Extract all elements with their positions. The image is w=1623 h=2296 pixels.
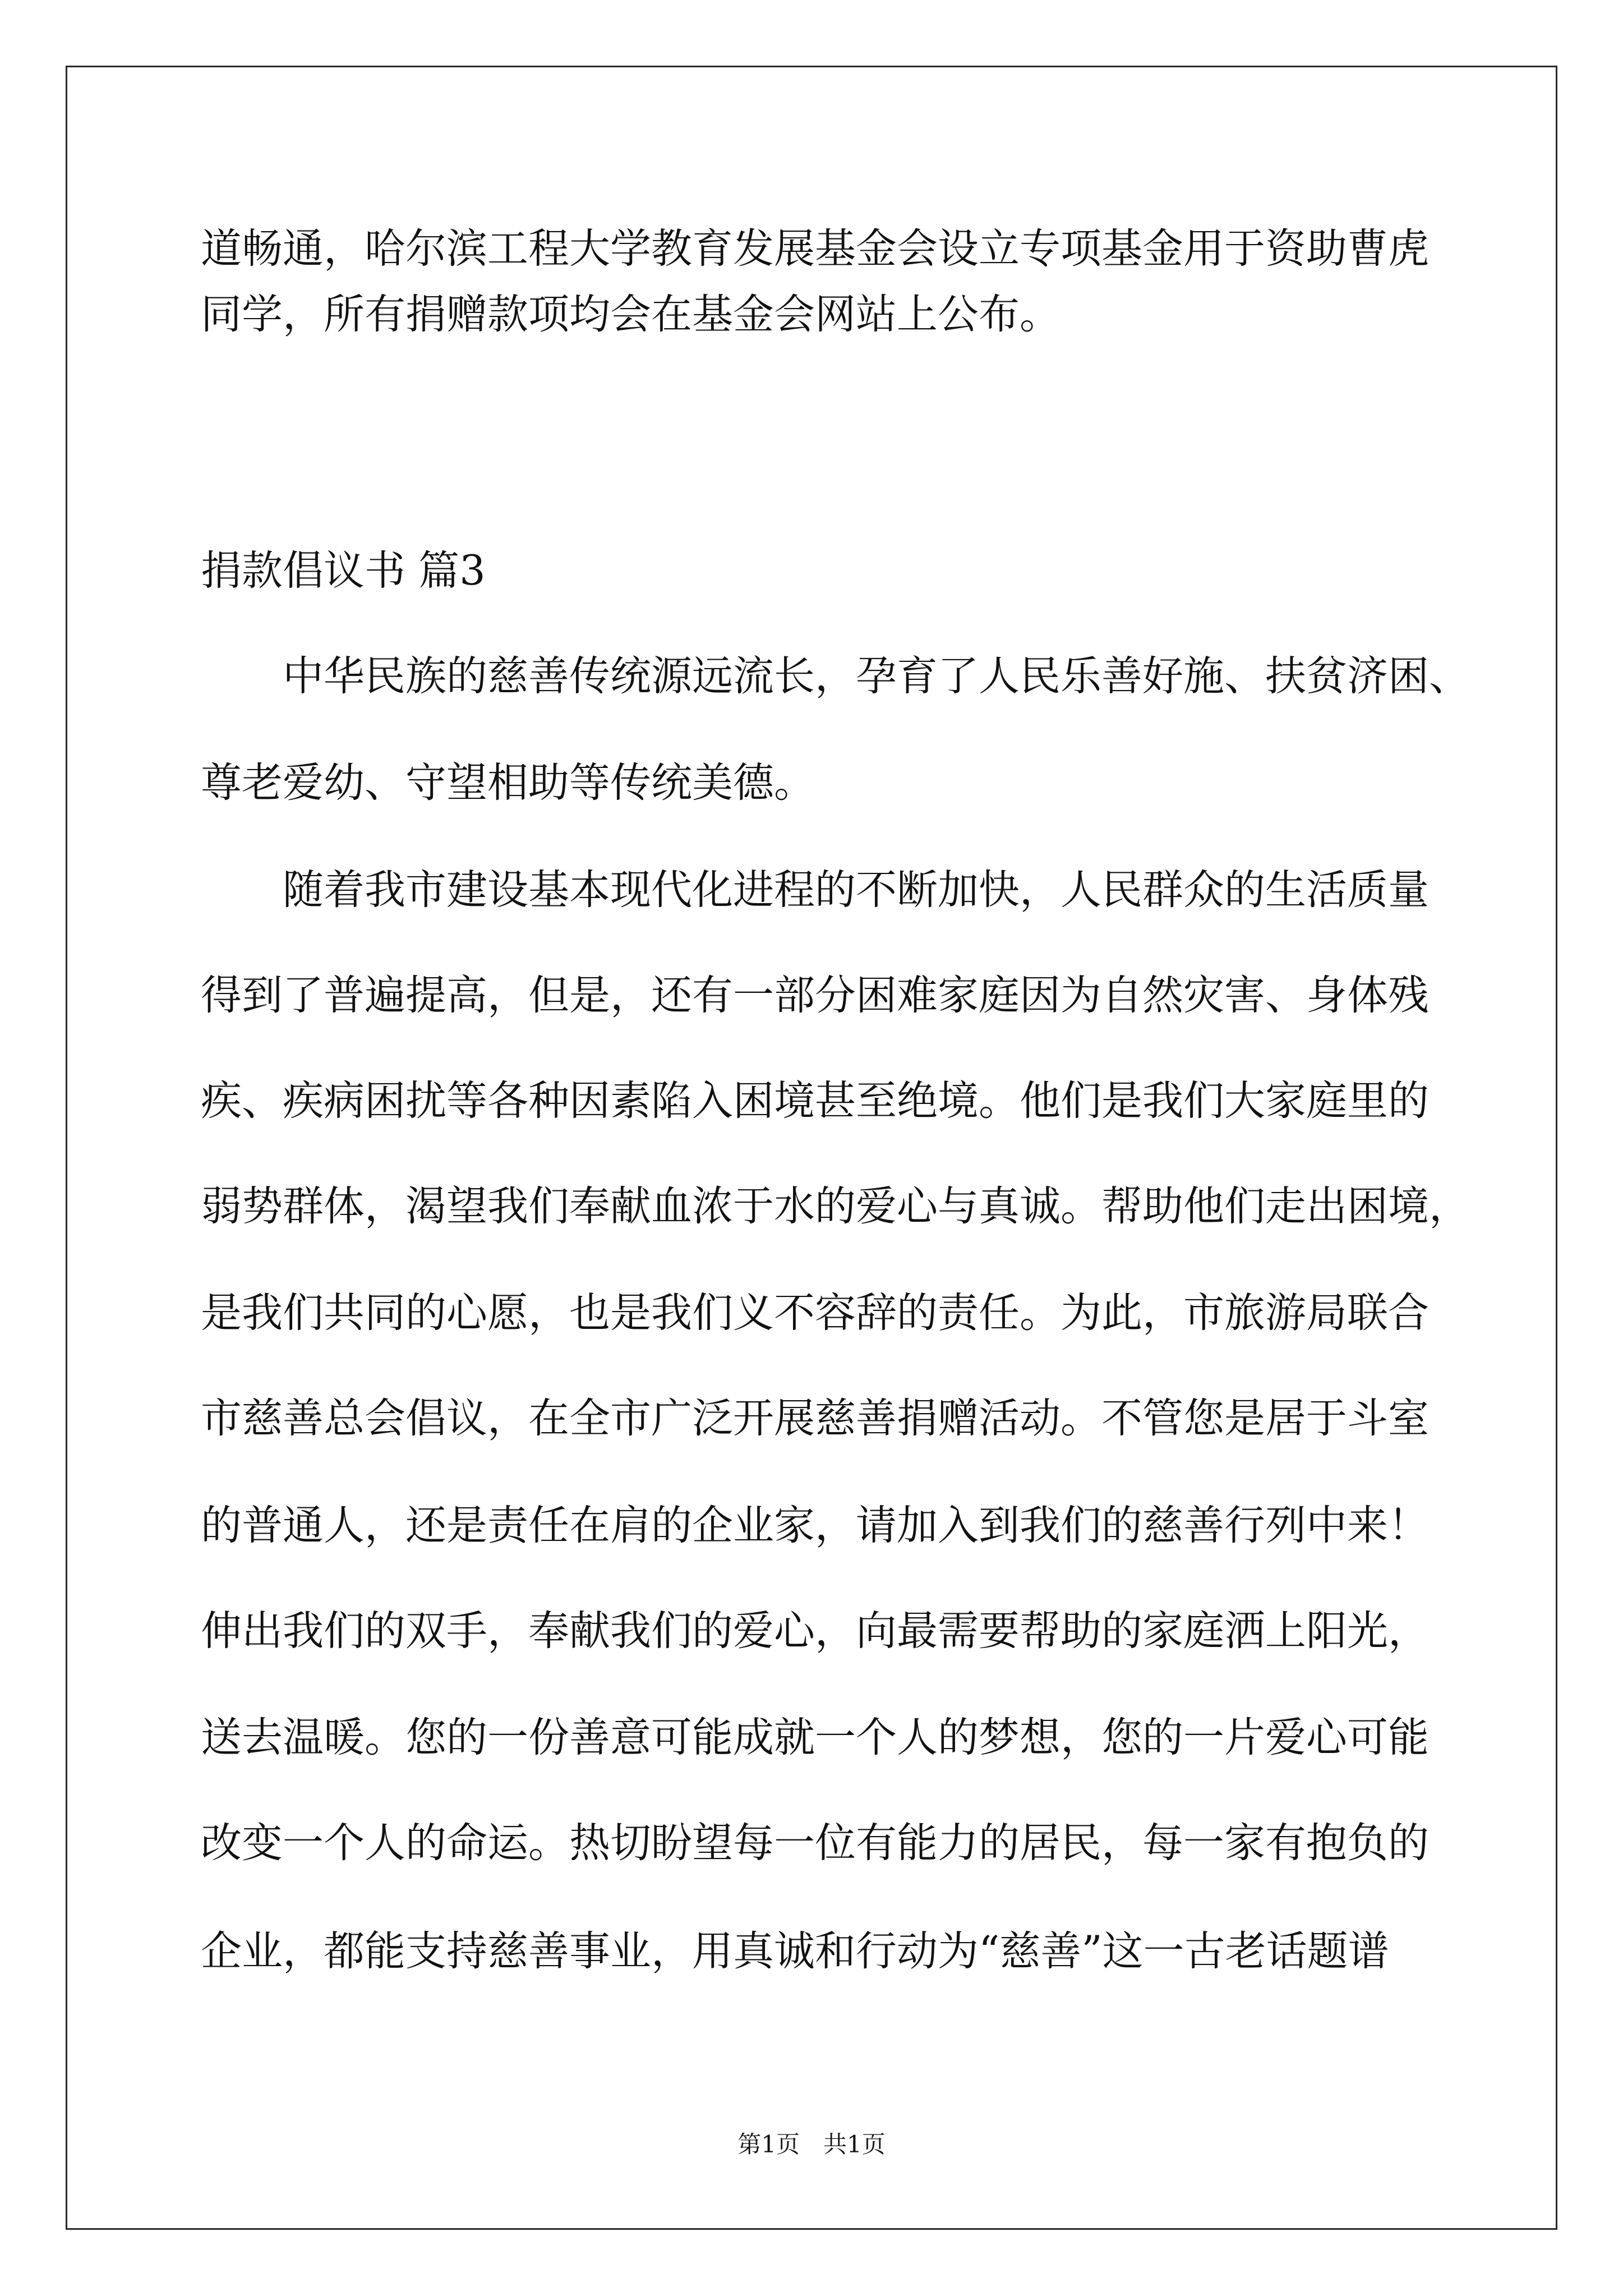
continuation-line: 道畅通，哈尔滨工程大学教育发展基金会设立专项基金用于资助曹虎 — [201, 225, 1429, 273]
paragraph-line: 疾、疾病困扰等各种因素陷入困境甚至绝境。他们是我们大家庭里的 — [201, 1077, 1429, 1125]
paragraph-line: 中华民族的慈善传统源远流长，孕育了人民乐善好施、扶贫济困、 — [283, 652, 1470, 700]
page-footer: 第1页 共1页 — [737, 2131, 886, 2158]
paragraph-line: 企业，都能支持慈善事业，用真诚和行动为“慈善”这一古老话题谱 — [201, 1927, 1389, 1975]
paragraph-line: 尊老爱幼、守望相助等传统美德。 — [201, 759, 815, 807]
section-heading: 捐款倡议书 篇3 — [201, 547, 486, 595]
continuation-line: 同学，所有捐赠款项均会在基金会网站上公布。 — [201, 291, 1061, 338]
page-border — [66, 66, 1557, 2230]
paragraph-line: 改变一个人的命运。热切盼望每一位有能力的居民，每一家有抱负的 — [201, 1819, 1429, 1867]
paragraph-line: 的普通人，还是责任在肩的企业家，请加入到我们的慈善行列中来！ — [201, 1502, 1429, 1549]
paragraph-line: 是我们共同的心愿，也是我们义不容辞的责任。为此，市旅游局联合 — [201, 1289, 1429, 1337]
paragraph-line: 市慈善总会倡议，在全市广泛开展慈善捐赠活动。不管您是居于斗室 — [201, 1395, 1429, 1442]
paragraph-line: 随着我市建设基本现代化进程的不断加快，人民群众的生活质量 — [283, 866, 1429, 914]
paragraph-line: 送去温暖。您的一份善意可能成就一个人的梦想，您的一片爱心可能 — [201, 1714, 1429, 1761]
paragraph-line: 伸出我们的双手，奉献我们的爱心，向最需要帮助的家庭洒上阳光， — [201, 1607, 1429, 1655]
paragraph-line: 弱势群体，渴望我们奉献血浓于水的爱心与真诚。帮助他们走出困境， — [201, 1182, 1470, 1230]
paragraph-line: 得到了普遍提高，但是，还有一部分困难家庭因为自然灾害、身体残 — [201, 972, 1429, 1019]
